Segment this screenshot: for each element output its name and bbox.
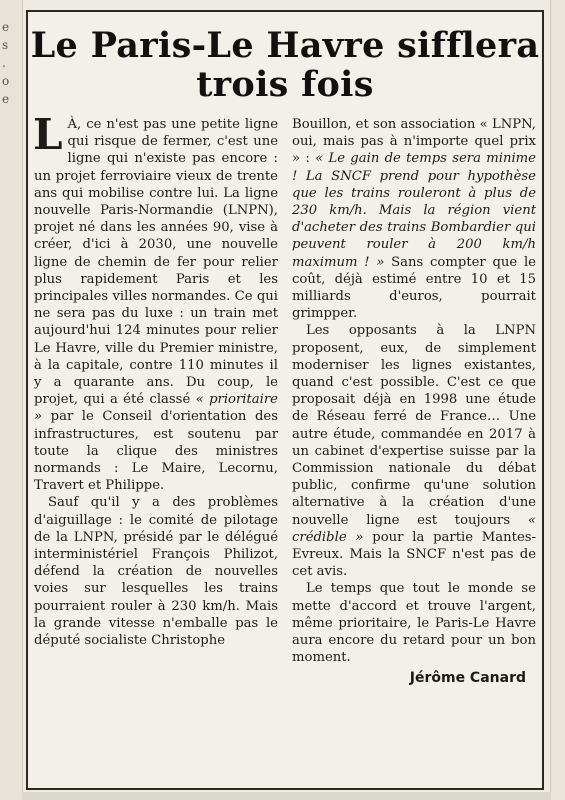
author-byline: Jérôme Canard: [409, 669, 526, 686]
news-article: [26, 10, 544, 790]
article-columns: [33, 110, 536, 782]
margin-fragment: e: [2, 92, 10, 106]
margin-fragment: .: [2, 56, 6, 70]
paragraph-3-end: pour la partie Mantes-Evreux. Mais la SNCF n'est pas de cet avis.: [292, 529, 536, 580]
paragraph-1-end: par le Conseil d'orientation des infrastructures, est soutenu par toute la clique des ministres normands : Le Maire, Lecornu, Travert et Philippe.: [34, 409, 278, 494]
paragraph-2-text: Sauf qu'il y a des problèmes d'aiguillage : le comité de pilotage de la LNPN, présidé par le délégué interministériel François Philizot, défend la création de nouvelles voies sur lesquelles les trains pourraient rouler à 230 km/h. Mais la grande vitesse n'emballe pas le député socialiste Christophe: [34, 495, 278, 649]
quote-bouillon: « Le gain de temps sera minime ! La SNCF prend pour hypothèse que les trains rouleront à plus de 230 km/h. Mais la région vient d'acheter des trains Bombardier qui peuvent rouler à 200 km/h maximum ! »: [292, 151, 536, 270]
paragraph-3-text: Les opposants à la LNPN proposent, eux, de simplement moderniser les lignes existantes, quand c'est possible. C'est ce que proposait déjà en 1998 une étude de Réseau ferré de France… Une autre étude, commandée en 2017 à un cabinet d'expertise suisse par la Commission nationale du débat public, confirme qu'une solution alternative à la création d'une nouvelle ligne est toujours: [292, 323, 536, 528]
emphasis-prioritaire: « prioritaire »: [34, 392, 278, 425]
margin-fragment: o: [2, 74, 10, 88]
headline: Le Paris-Le Havre sifflera trois fois: [30, 25, 540, 105]
paragraph-2-continued: [292, 116, 536, 322]
paragraph-1-text: À, ce n'est pas une petite ligne qui risque de fermer, c'est une ligne qui n'existe pas encore : un projet ferroviaire vieux de trente ans qui mobilise contre lui. La ligne nouvelle Paris-Normandie (LNPN), projet né dans les années 90, vise à créer, d'ici à 2030, une nouvelle ligne de chemin de fer pour relier plus rapidement Paris et les principales villes normandes. Ce qui ne sera pas du luxe : un train met aujourd'hui 124 minutes pour relier Le Havre, ville du Premier ministre, à la capitale, contre 110 minutes il y a quarante ans. Du coup, le projet, qui a été classé: [34, 117, 278, 408]
paragraph-4-text: Le temps que tout le monde se mette d'accord et trouve l'argent, même prioritaire, le Paris-Le Havre aura encore du retard pour un bon moment.: [292, 581, 536, 666]
adjacent-column-left: [0, 0, 23, 800]
paragraph-1: [33, 110, 278, 494]
paragraph-4: [292, 580, 536, 666]
margin-fragment: e: [2, 20, 10, 34]
margin-fragment: s: [2, 38, 9, 52]
adjacent-column-right: [550, 0, 565, 800]
paragraph-2-end: Sans compter que le coût, déjà estimé entre 10 et 15 milliards d'euros, pourrait grimpper.: [292, 254, 536, 322]
paragraph-3: [292, 322, 536, 580]
emphasis-credible: « crédible »: [292, 512, 536, 545]
paragraph-2-cont-text: Bouillon, et son association « LNPN, oui, mais pas à n'importe quel prix » :: [292, 117, 536, 167]
paragraph-2: [34, 494, 278, 649]
column-right: [292, 116, 536, 782]
column-left: [33, 110, 278, 782]
drop-cap: L: [33, 110, 63, 159]
page-bottom-edge: [22, 792, 551, 800]
